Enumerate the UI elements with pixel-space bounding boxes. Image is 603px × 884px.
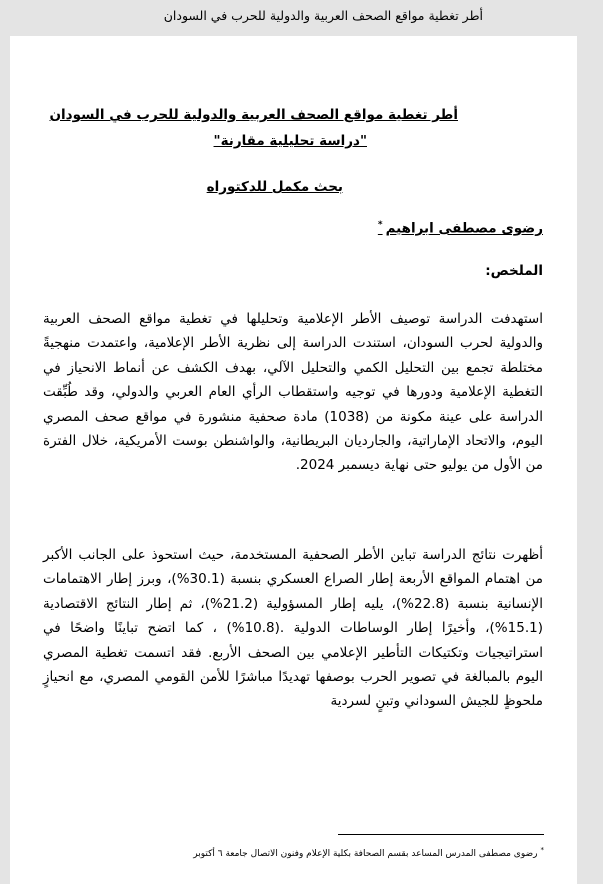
footnote xyxy=(193,846,544,859)
footnote-text: رضوى مصطفى المدرس المساعد بقسم الصحافة بكلية الإعلام وفنون الاتصال جامعة ٦ أكتوبر xyxy=(193,849,538,859)
abstract-paragraph-2: أظهرت نتائج الدراسة تباين الأطر الصحفية المستخدمة، حيث استحوذ على الجانب الأكبر من اهتمام المواقع الأربعة إطار الصراع العسكري بنسبة (30.1%)، وبرز إطار الاهتمامات الإنسانية بنسبة (22.8%)، يليه إطار المسؤولية (21.2%)، ثم إطار النتائج الاقتصادية (15.1%)، وأخيرًا إطار الوساطات الدولية .(10.8%) ، كما اتضح تباينًا واضحًا في استراتيجيات وتكتيكات التأطير الإعلامي بين الصحف الأربع. فقد اتسمت تغطية المصري اليوم بالمبالغة في تصوير الحرب بوصفها تهديدًا مباشرًا للأمن القومي المصري، مع انحيازٍ ملحوظٍ للجيش السوداني وتبنٍ لسردية xyxy=(43,547,544,710)
document-page xyxy=(10,36,577,884)
author-name: رضوى مصطفى ابراهيم xyxy=(385,220,543,237)
running-header: أطر تغطية مواقع الصحف العربية والدولية للحرب في السودان xyxy=(163,8,483,23)
footnote-mark: * xyxy=(540,846,544,854)
abstract-paragraph-1: استهدفت الدراسة توصيف الأطر الإعلامية وتحليلها في تغطية مواقع الصحف العربية والدولية لحرب السودان، استندت الدراسة إلى نظرية الأطر الإعلامية، واعتمدت منهجيةً مختلطة تجمع بين التحليل الكمي والتحليل الآلي، بهدف الكشف عن أنماط الانحياز في التغطية الإعلامية ودورها في توجيه واستقطاب الرأي العام العربي والدولي، وقد طُبِّقت الدراسة على عينة مكونة من (1038) مادة صحفية منشورة في مواقع صحف المصري اليوم، والاتحاد الإماراتية، والجارديان البريطانية، والواشنطن بوست الأمريكية، خلال الفترة من الأول من يوليو حتى نهاية ديسمبر 2024. xyxy=(43,311,544,474)
abstract-heading: الملخص: xyxy=(485,263,543,279)
author-footnote-mark: * xyxy=(377,220,383,230)
paper-title: أطر تغطية مواقع الصحف العربية والدولية للحرب في السودان xyxy=(49,107,458,123)
paper-subtitle: "دراسة تحليلية مقارنة" xyxy=(213,133,367,149)
thesis-note: بحث مكمل للدكتوراه xyxy=(206,179,343,195)
footnote-separator xyxy=(338,834,544,835)
author-line xyxy=(378,220,543,237)
